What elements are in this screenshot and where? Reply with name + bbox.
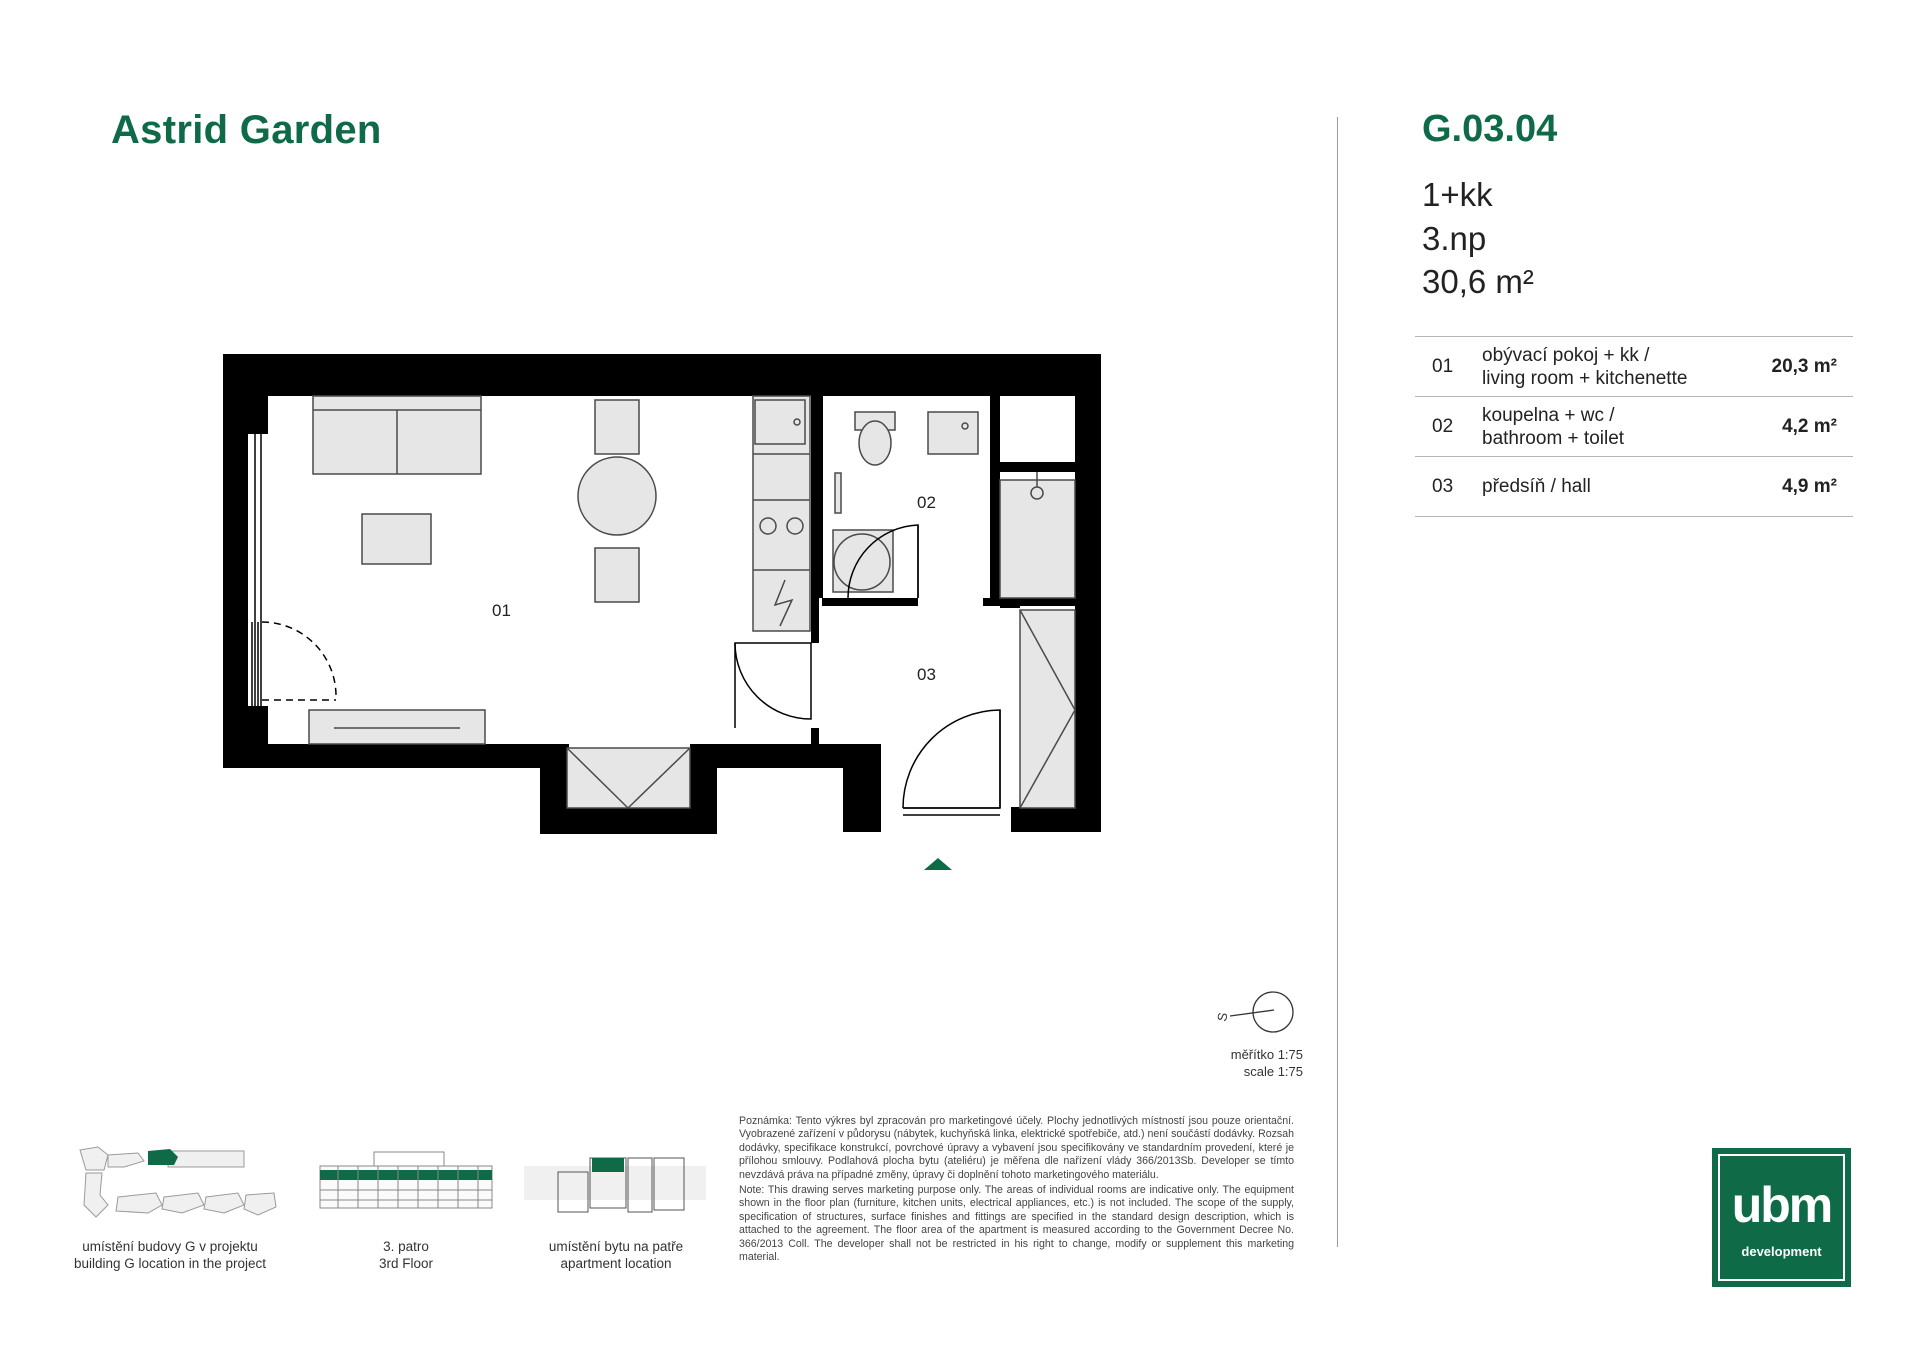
room-name <box>1482 457 1748 517</box>
room-label-03: 03 <box>917 665 936 684</box>
caption-en: building G location in the project <box>73 1256 267 1271</box>
room-name <box>1482 397 1748 457</box>
locator-caption-apartment <box>521 1238 711 1272</box>
balcony-door <box>252 622 336 706</box>
unit-area: 30,6 m² <box>1422 263 1534 300</box>
wardrobe <box>1020 610 1075 808</box>
table-row <box>1415 457 1853 517</box>
room-name-en: living room + kitchenette <box>1482 367 1688 389</box>
disclaimer-note <box>739 1115 1294 1266</box>
room-name-en: bathroom + toilet <box>1482 427 1625 449</box>
scale-en: scale 1:75 <box>1243 1064 1303 1079</box>
room-label-01: 01 <box>492 601 511 620</box>
unit-floor: 3.np <box>1422 220 1487 257</box>
room-name-cz: koupelna + wc / <box>1482 404 1615 426</box>
room-area: 20,3 m² <box>1748 337 1853 397</box>
scale-cz: měřítko 1:75 <box>1230 1047 1303 1062</box>
entrance-arrow <box>924 858 952 870</box>
room-number: 01 <box>1415 337 1482 397</box>
room-area-table <box>1415 336 1853 517</box>
compass-label: S <box>1214 1011 1231 1023</box>
room-name <box>1482 337 1748 397</box>
caption-cz: umístění bytu na patře <box>548 1239 684 1254</box>
kitchen-counter <box>753 396 810 631</box>
caption-en: 3rd Floor <box>378 1256 434 1271</box>
floor-plan <box>220 350 1120 880</box>
ubm-logo <box>1712 1148 1851 1287</box>
unit-type: 1+kk <box>1422 176 1493 213</box>
caption-en: apartment location <box>560 1256 672 1271</box>
logo-subtitle: development <box>1741 1244 1822 1259</box>
compass-icon <box>1208 982 1298 1042</box>
note-cz: Poznámka: Tento výkres byl zpracován pro marketingové účely. Plochy jednotlivých místností jsou pouze orientační. Vyobrazené zařízení v půdorysu (nábytek, kuchyňská linka, elektrické spotřebiče, atd.) není součástí dodávky. Rozsah dodávky, specifikace konstrukcí, povrchové úpravy a vybavení jsou specifikovány ve standardním provedení, které je přílohou smlouvy. Podlahová plocha bytu (ateliéru) je měřena dle nařízení vlády 366/2013Sb. Developer se tímto nevzdává práva na případné změny, úpravy či doplnění tohoto marketingového materiálu. <box>739 1115 1294 1181</box>
site-locator-map <box>78 1145 278 1221</box>
caption-cz: umístění budovy G v projektu <box>82 1239 258 1254</box>
room-number: 03 <box>1415 457 1482 517</box>
room-area: 4,9 m² <box>1748 457 1853 517</box>
furniture <box>309 396 656 744</box>
apartment-locator-floorplan <box>522 1150 708 1216</box>
note-en: Note: This drawing serves marketing purpose only. The areas of individual rooms are indicative only. The equipment shown in the floor plan (furniture, kitchen units, electrical appliances, etc.) is not included. The scope of the supply, specification of structures, surface finishes and fittings are specified in the standard design description, which is attached to the agreement. The floor area of the apartment is measured according to the Government Decree No. 366/2013 Coll. The developer shall not be restricted in his right to change, modify or supplement this marketing material. <box>739 1184 1294 1264</box>
room-name-cz: obývací pokoj + kk / <box>1482 344 1650 366</box>
caption-cz: 3. patro <box>383 1239 429 1254</box>
table-row <box>1415 397 1853 457</box>
room-number: 02 <box>1415 397 1482 457</box>
niche-cabinet <box>567 748 690 808</box>
locator-caption-building <box>40 1238 300 1272</box>
unit-code: G.03.04 <box>1422 108 1558 150</box>
bathroom-fixtures <box>833 412 1075 598</box>
room-name-cz: předsíň / hall <box>1482 476 1591 497</box>
building-elevation <box>318 1150 494 1214</box>
table-row <box>1415 337 1853 397</box>
project-title: Astrid Garden <box>111 108 382 152</box>
room-label-02: 02 <box>917 493 936 512</box>
room-area: 4,2 m² <box>1748 397 1853 457</box>
logo-wordmark: ubm <box>1731 1177 1832 1233</box>
locator-caption-floor <box>346 1238 466 1272</box>
vertical-divider <box>1337 117 1338 1247</box>
